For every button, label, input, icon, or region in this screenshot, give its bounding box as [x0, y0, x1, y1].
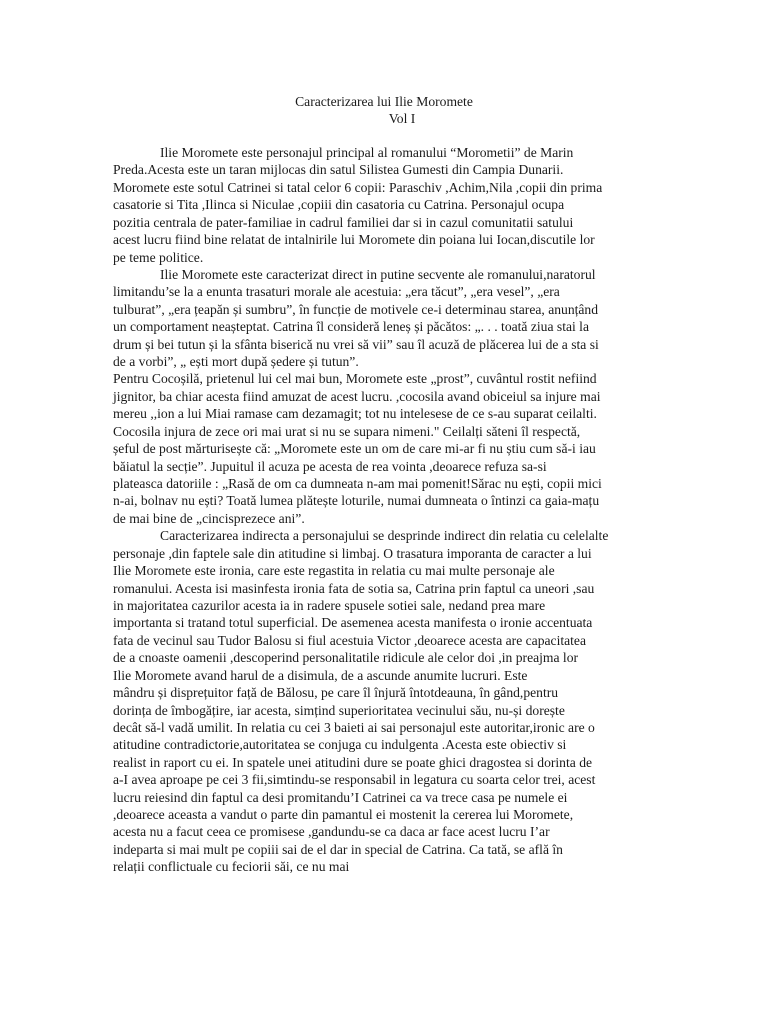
text-line: de mai bine de „cincisprezece ani”. — [113, 510, 305, 526]
text-line: tulburat”, „era țeapăn și sumbru”, în funcție de motivele ce-i determinau starea, anunțând — [113, 301, 599, 317]
text-line: indeparta si mai mult pe copiii sai de el dar in special de Catrina. Ca tată, se află în — [113, 841, 563, 857]
text-line: pozitia centrala de pater-familiae in cadrul familiei dar si in cazul comunitatii satului — [113, 214, 574, 230]
text-line: șeful de post mărturisește că: „Moromete este un om de care mi-ar fi nu știu cum să-i iau — [113, 441, 596, 457]
text-line: importanta si tratand totul superficial. De asemenea acesta manifesta o ironie accentuata — [113, 615, 593, 631]
text-line: romanului. Acesta isi masinfesta ironia fata de sotia sa, Catrina prin faptul ca uneori ,sau — [113, 580, 595, 596]
text-line: de a cnoaste oamenii ,descoperind personalitatile ridicule ale celor doi ,in preajma lor — [113, 650, 579, 666]
text-line: n-ai, bolnav nu ești? Toată lumea plătește loturile, numai dumneata o întinzi ca gaia-mațu — [113, 493, 600, 509]
text-line: drum și bei tutun și la sfânta biserică nu vrei să vii” sau îl acuză de plăcerea lui de a sta si — [113, 336, 599, 352]
text-line: jignitor, ba chiar acesta fiind amuzat de acest lucru. ,cocosila avand obiceiul sa injure mai — [113, 388, 601, 404]
text-line: ,deoarece aceasta a vandut o parte din pamantul ei mostenit la cererea lui Moromete, — [113, 807, 574, 823]
text-line: atitudine contradictorie,autoritatea se conjuga cu indulgenta .Acesta este obiectiv si — [113, 737, 567, 753]
document-title: Caracterizarea lui Ilie Moromete — [295, 94, 473, 109]
text-line: Moromete este sotul Catrinei si tatal celor 6 copii: Paraschiv ,Achim,Nila ,copii din prima — [113, 179, 603, 195]
text-line: mândru și disprețuitor față de Bălosu, pe care îl înjură întotdeauna, în gând,pentru — [113, 685, 559, 701]
text-line: Preda.Acesta este un taran mijlocas din satul Silistea Gumesti din Campia Dunarii. — [113, 162, 564, 178]
text-line: dorința de îmbogățire, iar acesta, simțind superioritatea vecinului său, nu-și dorește — [113, 702, 565, 718]
text-line: a-I avea aproape pe cei 3 fii,simtindu-se responsabil in legatura cu soarta celor trei, acest — [113, 772, 596, 788]
text-line: de a vorbi”, „ ești mort după ședere și tutun”. — [113, 354, 359, 370]
text-line: Pentru Cocoșilă, prietenul lui cel mai bun, Moromete este „prost”, cuvântul rostit nefiind — [113, 371, 597, 387]
text-line: Ilie Moromete avand harul de a disimula, de a ascunde anumite lucruri. Este — [113, 667, 528, 683]
text-line: in majoritatea cazurilor acesta ia in radere spusele sotiei sale, nedand prea mare — [113, 597, 546, 613]
paragraph-first-line: Caracterizarea indirecta a personajului se desprinde indirect din relatia cu celelalte — [160, 528, 609, 544]
document-body — [113, 144, 673, 876]
text-line: pe teme politice. — [113, 249, 204, 265]
text-line: relații conflictuale cu feciorii săi, ce nu mai — [113, 859, 350, 875]
text-line: băiatul la secție”. Jupuitul il acuza pe acesta de rea vointa ,deoarece refuza sa-si — [113, 458, 547, 474]
text-line: realist in raport cu ei. In spatele unei atitudini dure se poate ghici dragostea si dorinta de — [113, 754, 593, 770]
text-line: limitandu’se la a enunta trasaturi morale ale acestuia: „era tăcut”, „era vesel”, „era — [113, 284, 560, 300]
text-line: casatorie si Tita ,Ilinca si Niculae ,copiii din casatoria cu Catrina. Personajul ocupa — [113, 197, 565, 213]
text-line: plateasca datoriile : „Rasă de om ca dumneata n-am mai pomenit!Sărac nu ești, copii mici — [113, 476, 602, 492]
text-line: acesta nu a facut ceea ce promisese ,gandundu-se ca daca ar face acest lucru I’ar — [113, 824, 550, 840]
paragraph-first-line: Ilie Moromete este caracterizat direct in putine secvente ale romanului,naratorul — [160, 266, 596, 282]
text-line: Cocosila injura de zece ori mai urat si nu se supara nimeni." Ceilalți săteni îl respectă, — [113, 423, 581, 439]
text-line: lucru reiesind din faptul ca desi promitandu’I Catrinei ca va trece casa pe numele ei — [113, 789, 568, 805]
text-line: personaje ,din faptele sale din atitudine si limbaj. O trasatura imporanta de caracter a lui — [113, 545, 592, 561]
text-line: mereu ,,ion a lui Miai ramase cam dezamagit; tot nu intelesese de ce s-au suparat ceilalti. — [113, 406, 597, 422]
text-line: un comportament neașteptat. Catrina îl consideră leneș și păcătos: „. . . toată ziua stai la — [113, 319, 589, 335]
text-line: acest lucru fiind bine relatat de intalnirile lui Moromete din poiana lui Iocan,discutile lor — [113, 232, 595, 248]
text-line: decât să-l vadă umilit. In relatia cu cei 3 baieti ai sai personajul este autoritar,ironic are o — [113, 719, 595, 735]
paragraph-first-line: Ilie Moromete este personajul principal al romanului “Morometii” de Marin — [160, 145, 574, 160]
text-line: Ilie Moromete este ironia, care este regastita in relatia cu mai multe personaje ale — [113, 563, 555, 579]
document-subtitle: Vol I — [388, 111, 416, 126]
text-line: fata de vecinul sau Tudor Balosu si fiul acestuia Victor ,deoarece acesta are capacitatea — [113, 632, 586, 648]
